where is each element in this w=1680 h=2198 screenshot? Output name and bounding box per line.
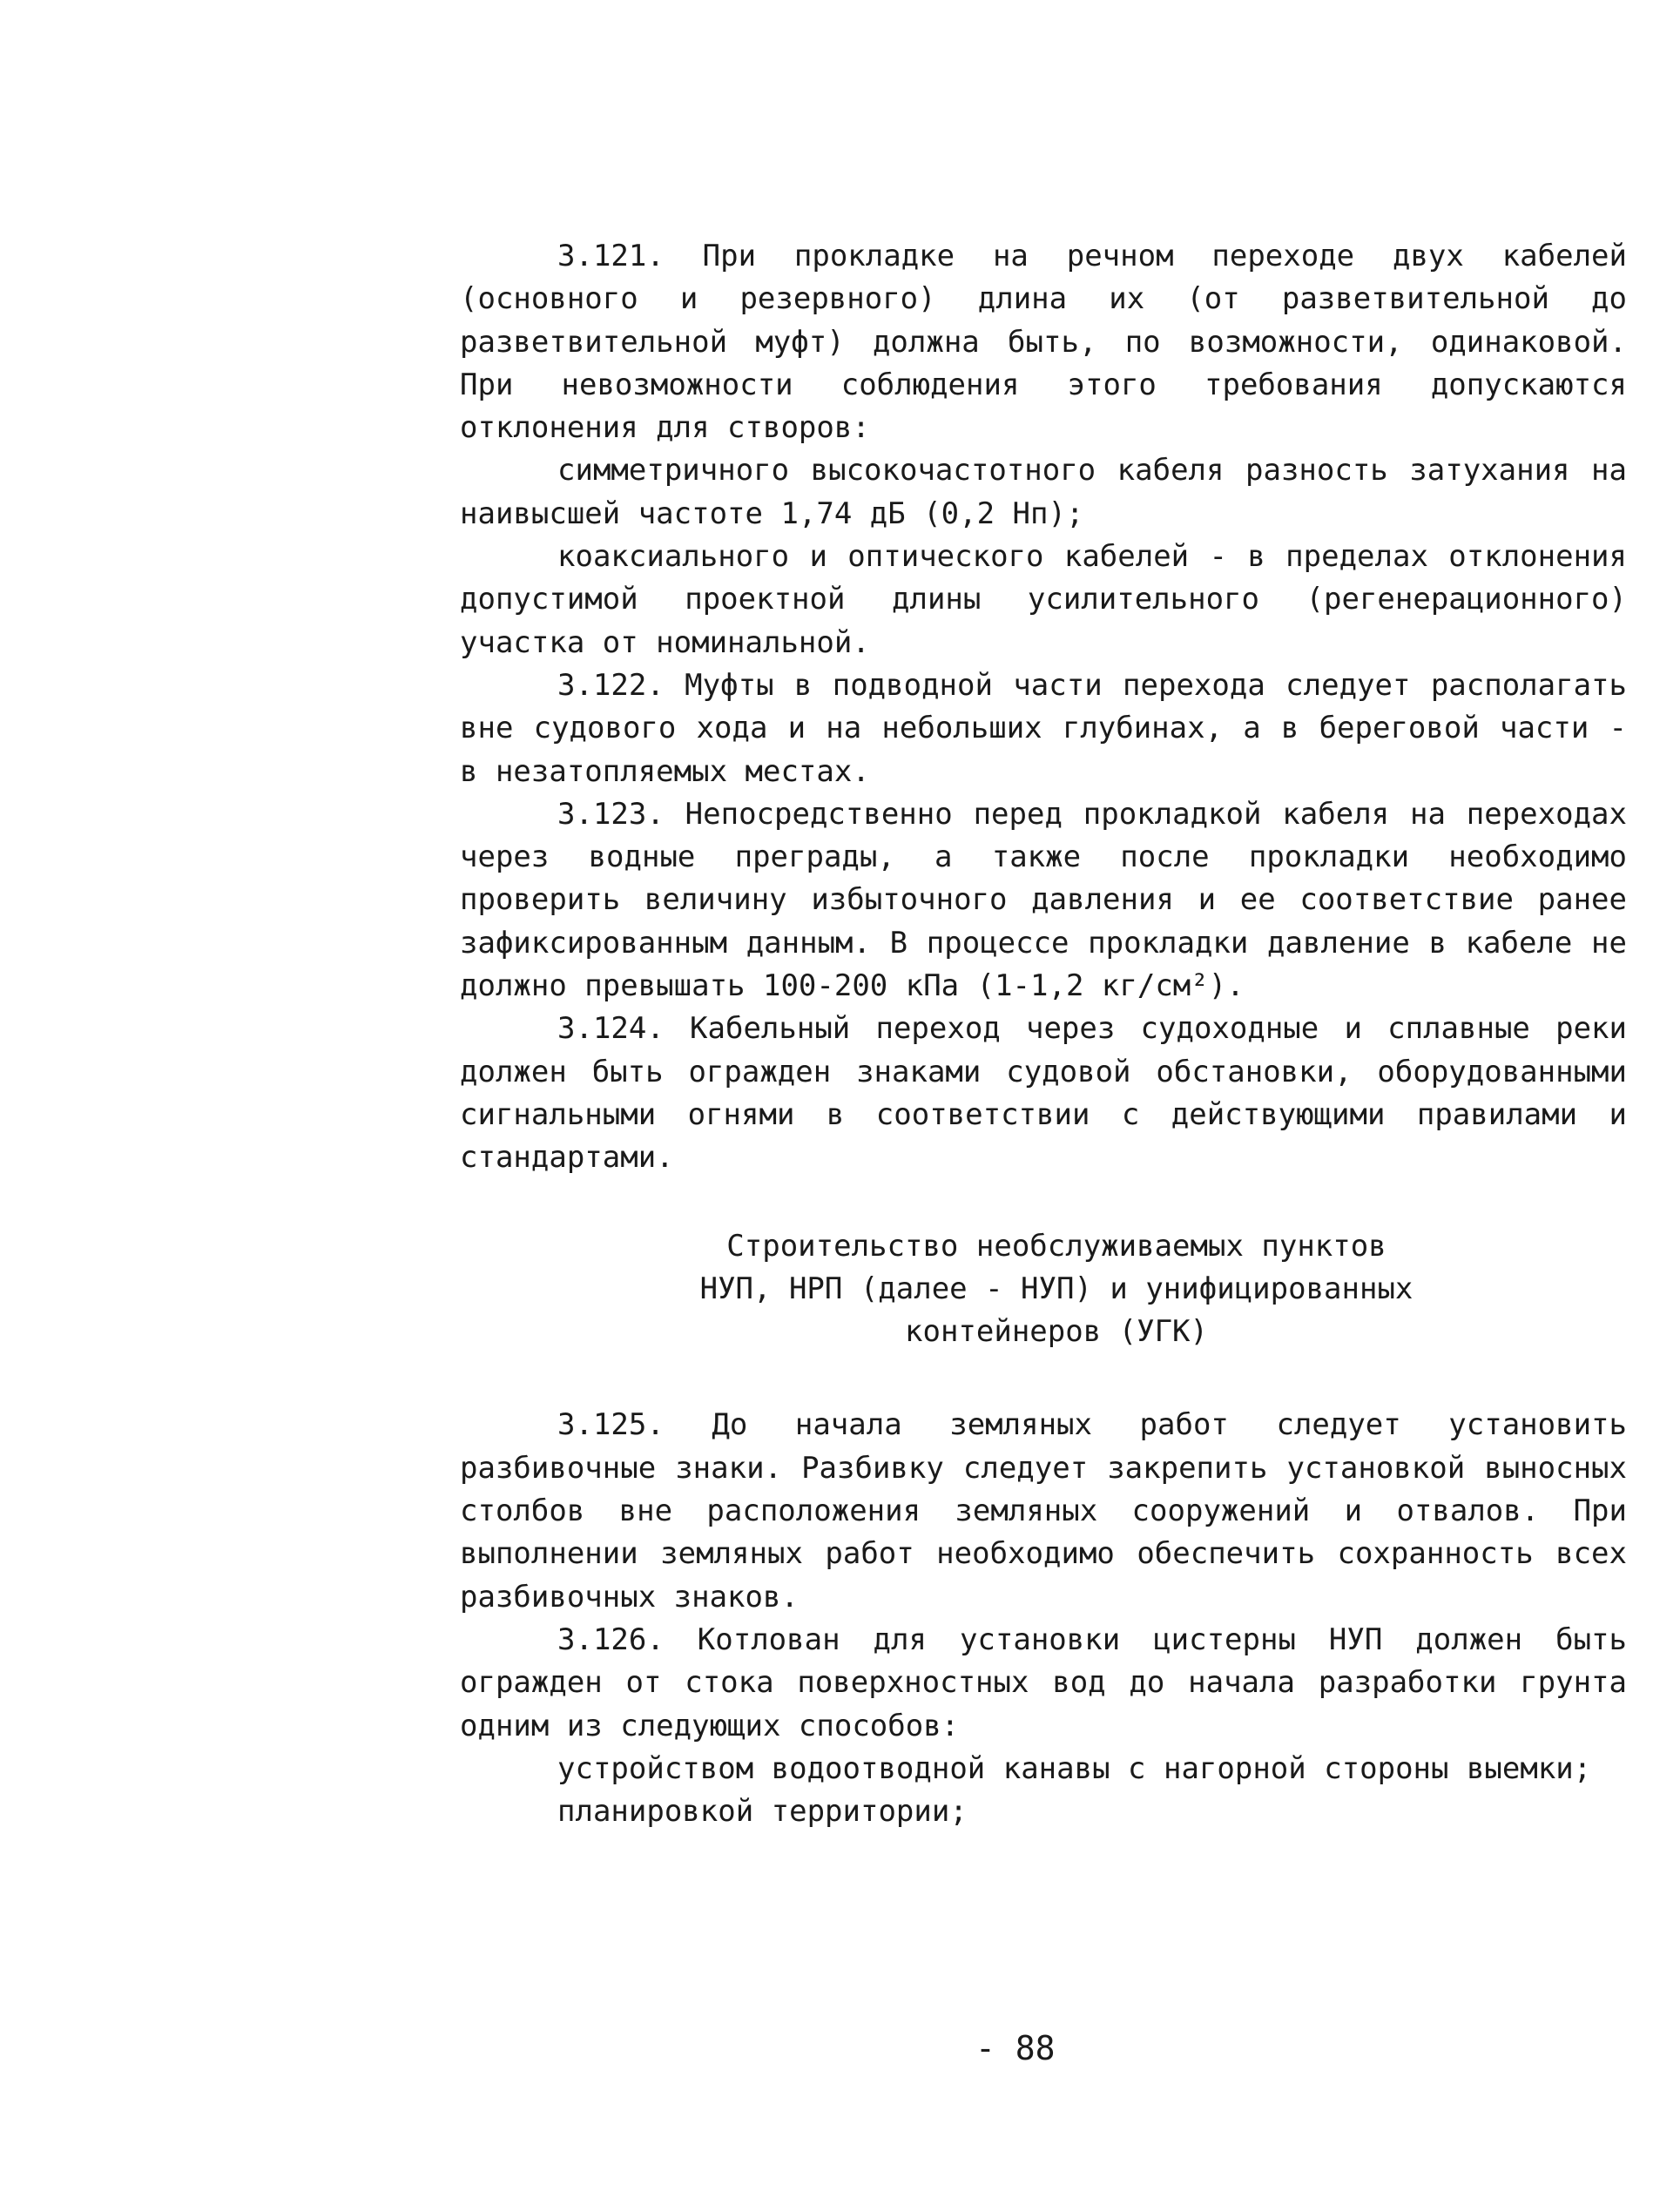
list-item-coaxial-cable: коаксиального и оптического кабелей - в пределах отклонения допустимой проектной длины усилительного (регенерационного) участка от номинальной.	[460, 539, 1627, 660]
paragraph-3-123: 3.123. Непосредственно перед прокладкой кабеля на переходах через водные преграды, а также после прокладки необходимо проверить величину избыточного давления и ее соответствие ранее зафиксированным данным. В процессе прокладки давление в кабеле не должно превышать 100-200 кПа (1-1,2 кг/см²).	[460, 796, 1627, 1004]
paragraph-3-125: 3.125. До начала земляных работ следует установить разбивочные знаки. Разбивку следует закрепить установкой выносных столбов вне расположения земляных сооружений и отвалов. При выполнении земляных работ необходимо обеспечить сохранность всех разбивочных знаков.	[460, 1407, 1627, 1615]
paragraph-3-122: 3.122. Муфты в подводной части перехода следует располагать вне судового хода и на небольших глубинах, а в береговой части - в незатопляемых местах.	[460, 667, 1627, 789]
list-item-symmetric-cable: симметричного высокочастотного кабеля разность затухания на наивысшей частоте 1,74 дБ (0,2 Нп);	[460, 453, 1627, 531]
page-number: - 88	[975, 2029, 1056, 2067]
body-text	[460, 235, 1627, 1833]
paragraph-3-121: 3.121. При прокладке на речном переходе двух кабелей (основного и резервного) длина их (от разветвительной до разветвительной муфт) должна быть, по возможности, одинаковой. При невозможности соблюдения этого требования допускаются отклонения для створов:	[460, 239, 1627, 446]
paragraph-3-126: 3.126. Котлован для установки цистерны НУП должен быть огражден от стока поверхностных вод до начала разработки грунта одним из следующих способов:	[460, 1622, 1627, 1743]
list-item-drainage-ditch: устройством водоотводной канавы с нагорной стороны выемки;	[557, 1750, 1592, 1786]
list-item-territory-planning: планировкой территории;	[557, 1794, 968, 1830]
paragraph-3-124: 3.124. Кабельный переход через судоходные и сплавные реки должен быть огражден знаками судовой обстановки, оборудованными сигнальными огнями в соответствии с действующими правилами и стандартами.	[460, 1011, 1627, 1176]
section-heading: Строительство необслуживаемых пунктов НУП, НРП (далее - НУП) и унифицированных контейнеров (УГК)	[699, 1228, 1413, 1350]
